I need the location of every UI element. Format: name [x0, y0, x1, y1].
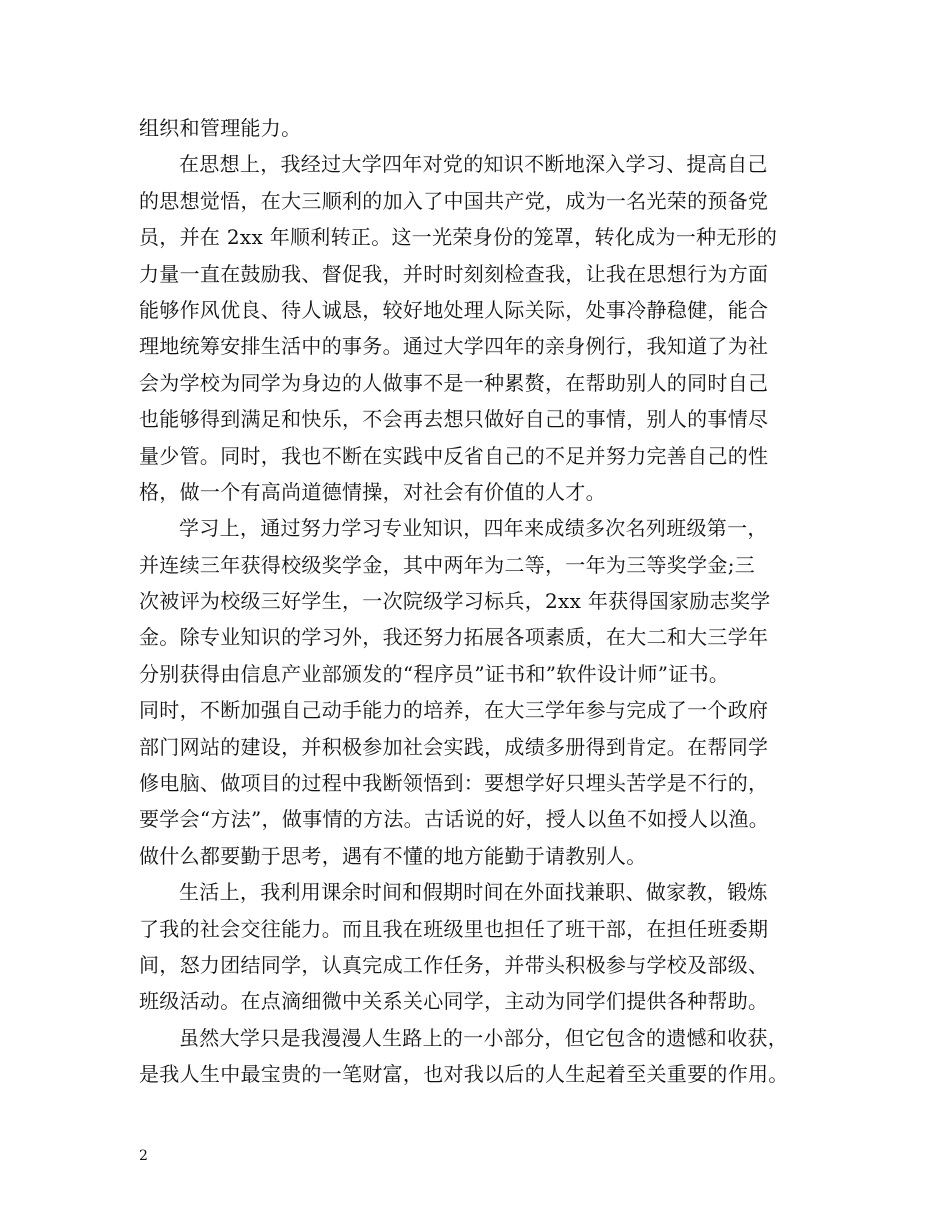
text-line: 格，做一个有高尚道德情操，对社会有价值的人才。	[139, 479, 606, 504]
text-line: 会为学校为同学为身边的人做事不是一种累赘，在帮助别人的同时自己	[139, 370, 769, 395]
text-line: 并连续三年获得校级奖学金，其中两年为二等，一年为三等奖学金;三	[139, 552, 756, 577]
text-line: 员，并在 2xx 年顺利转正。这一光荣身份的笼罩，转化成为一种无形的	[139, 225, 778, 250]
text-line: 学习上，通过努力学习专业知识，四年来成绩多次名列班级第一，	[179, 516, 768, 541]
text-line: 部门网站的建设，并积极参加社会实践，成绩多册得到肯定。在帮同学	[139, 734, 769, 759]
text-line: 金。除专业知识的学习外，我还努力拓展各项素质，在大二和大三学年	[139, 625, 769, 650]
text-line: 要学会“方法”，做事情的方法。古话说的好，授人以鱼不如授人以渔。	[139, 807, 770, 832]
text-line: 在思想上，我经过大学四年对党的知识不断地深入学习、提高自己	[179, 152, 768, 177]
text-line: 的思想觉悟，在大三顺利的加入了中国共产党，成为一名光荣的预备党	[139, 188, 769, 213]
text-line: 同时，不断加强自己动手能力的培养，在大三学年参与完成了一个政府	[139, 698, 769, 723]
text-line: 次被评为校级三好学生，一次院级学习标兵，2xx 年获得国家励志奖学	[139, 589, 771, 614]
text-line: 间，怒力团结同学，认真完成工作任务，并带头积极参与学校及部级、	[139, 952, 769, 977]
text-line: 生活上，我利用课余时间和假期时间在外面找兼职、做家教，锻炼	[179, 880, 768, 905]
text-line: 能够作风优良、待人诚恳，较好地处理人际关际，处事冷静稳健，能合	[139, 297, 769, 322]
text-line: 理地统筹安排生活中的事务。通过大学四年的亲身例行，我知道了为社	[139, 334, 769, 359]
text-line: 班级活动。在点滴细微中关系关心同学，主动为同学们提供各种帮助。	[139, 989, 769, 1014]
text-line: 组织和管理能力。	[139, 116, 302, 140]
text-line: 修电脑、做项目的过程中我断领悟到：要想学好只埋头苦学是不行的，	[139, 771, 769, 796]
text-line: 是我人生中最宝贵的一笔财富，也对我以后的人生起着至关重要的作用。	[139, 1062, 789, 1087]
text-line: 也能够得到满足和快乐，不会再去想只做好自己的事情，别人的事情尽	[139, 407, 769, 432]
page-number: 2	[139, 1148, 148, 1164]
document-body	[139, 110, 829, 1093]
text-line: 力量一直在鼓励我、督促我，并时时刻刻检查我，让我在思想行为方面	[139, 261, 769, 286]
text-line: 了我的社会交往能力。而且我在班级里也担任了班干部，在担任班委期	[139, 916, 769, 941]
text-line: 做什么都要勤于思考，遇有不懂的地方能勤于请教别人。	[139, 843, 647, 868]
text-line: 量少管。同时，我也不断在实践中反省自己的不足并努力完善自己的性	[139, 443, 769, 468]
text-line: 虽然大学只是我漫漫人生路上的一小部分，但它包含的遗憾和收获，	[179, 1025, 788, 1050]
text-line: 分别获得由信息产业部颁发的“程序员”证书和”软件设计师”证书。	[139, 661, 730, 686]
